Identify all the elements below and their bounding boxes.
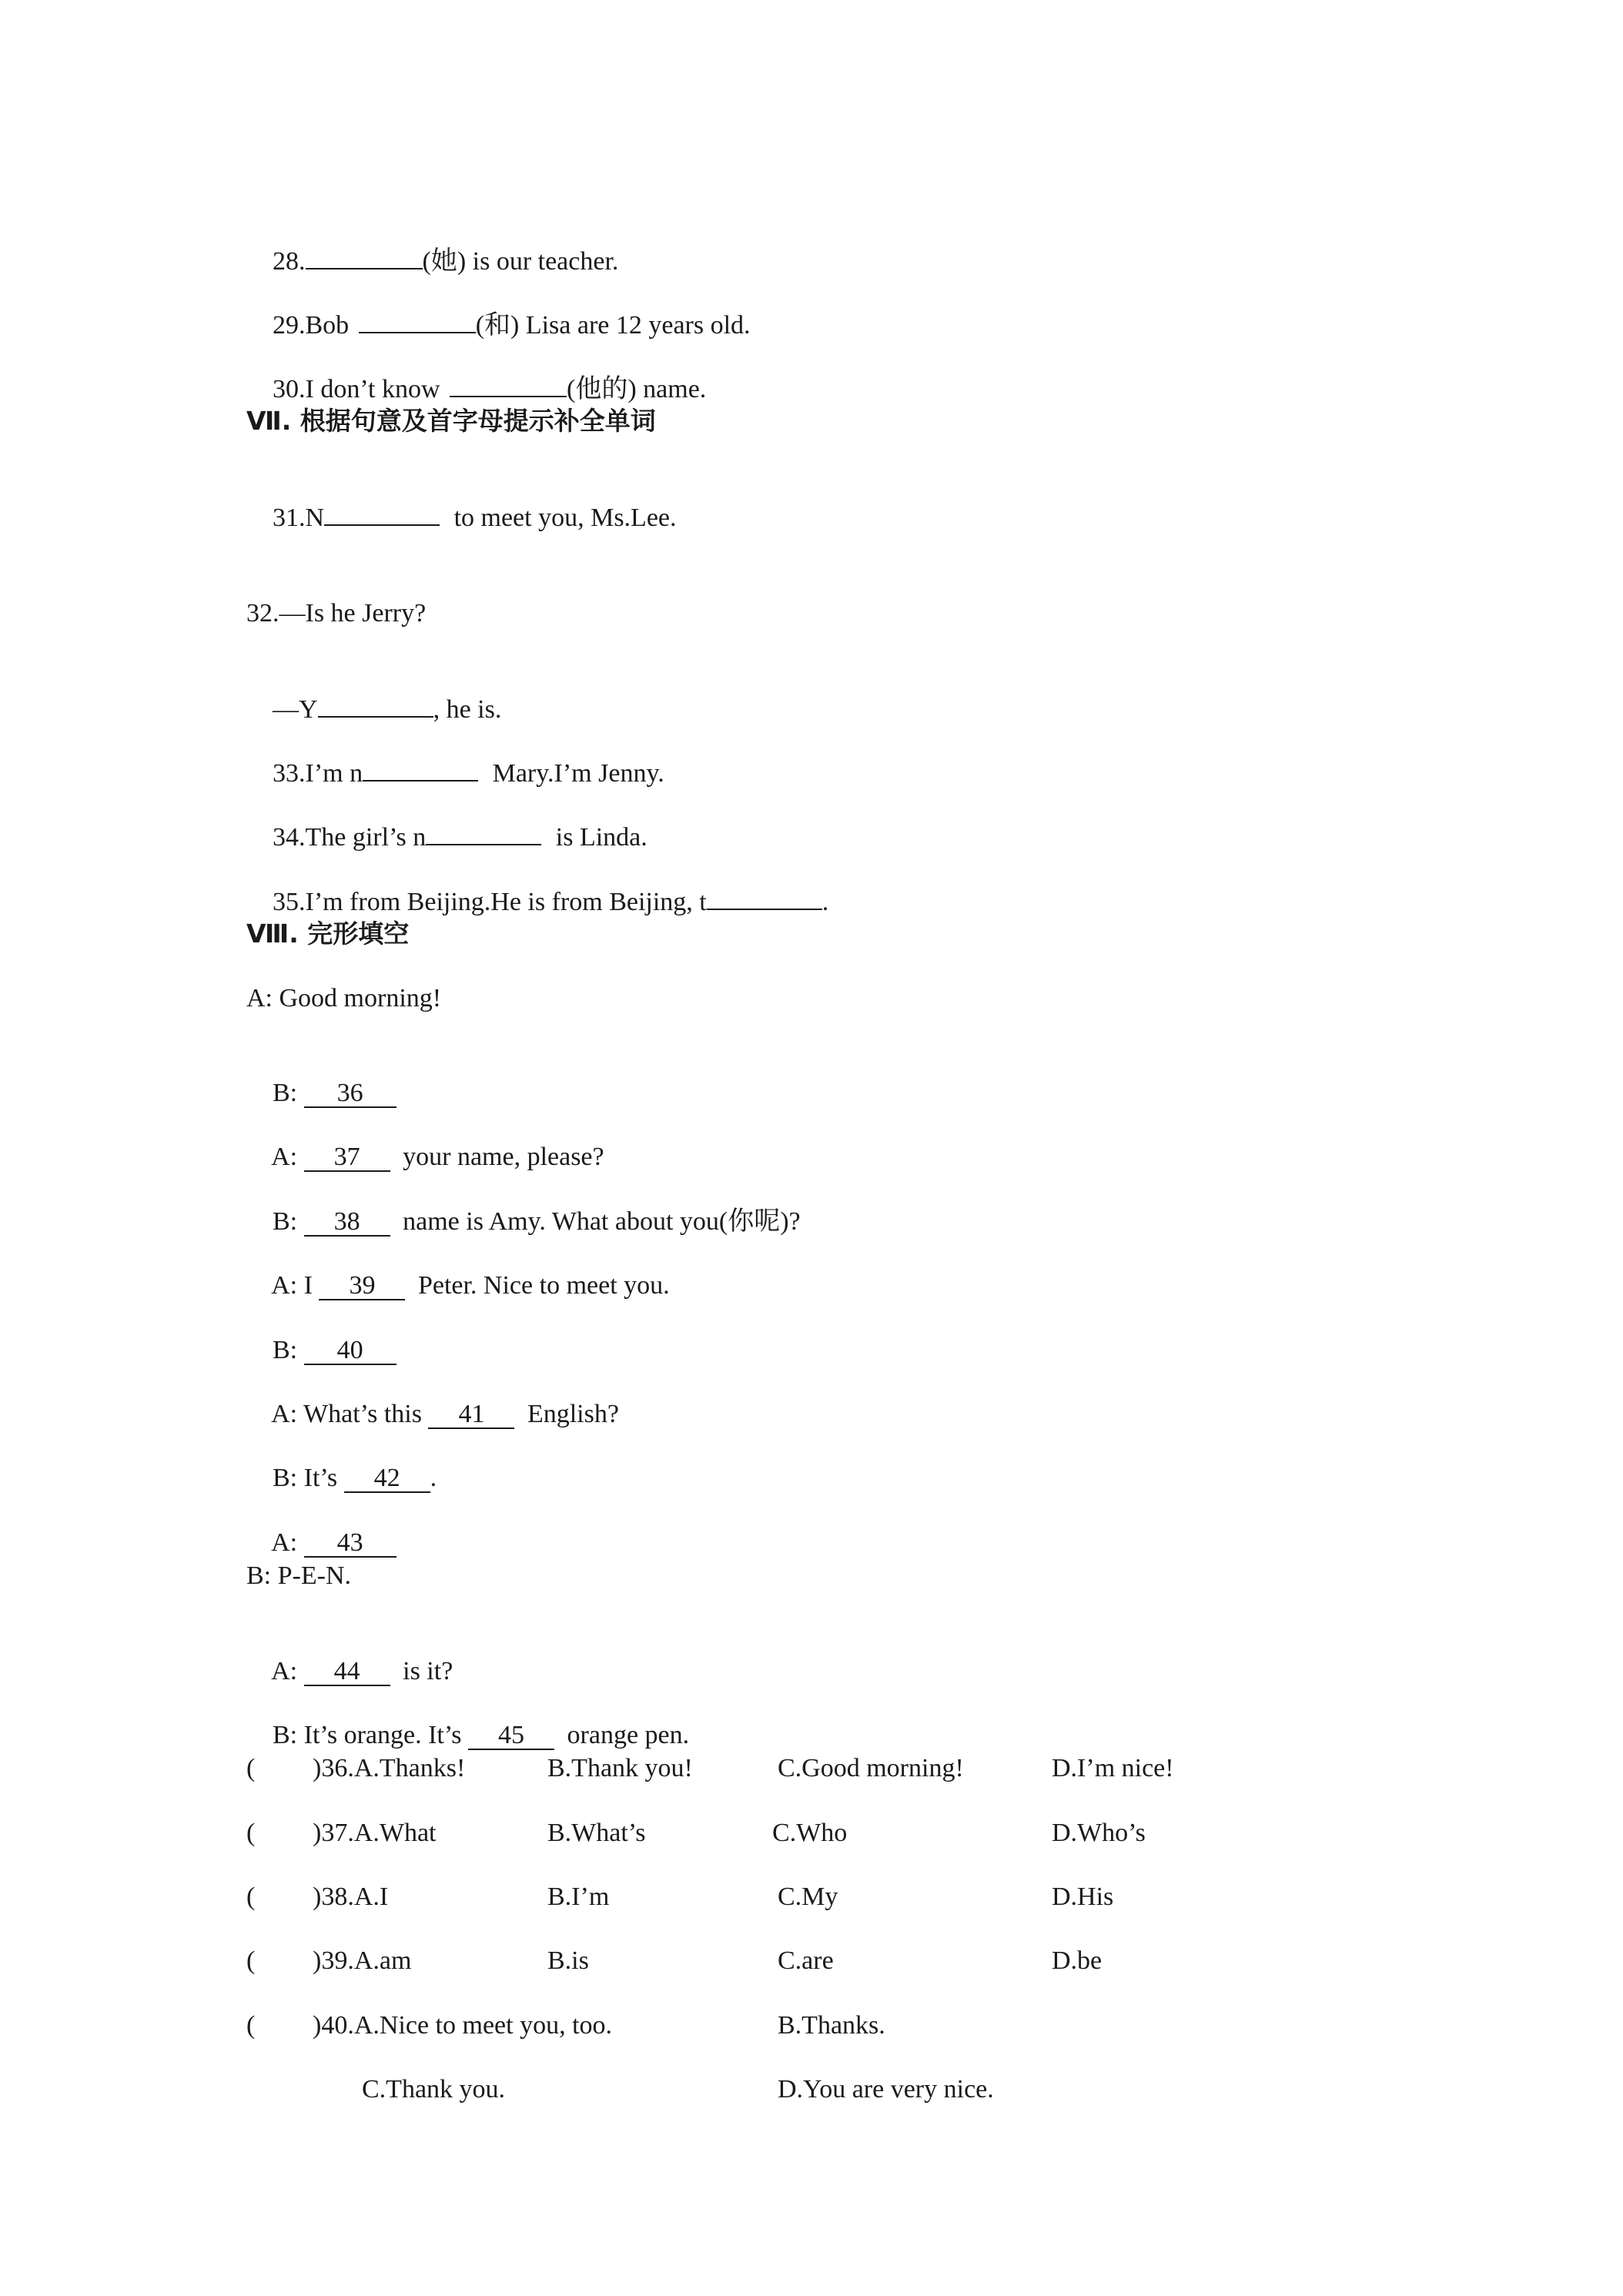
- question-text: 35.I’m from Beijing.He is from Beijing, t: [273, 888, 707, 916]
- option-a[interactable]: )40.A.Nice to meet you, too.: [313, 2011, 613, 2040]
- question-32: 32.—Is he Jerry?: [246, 599, 427, 628]
- dialogue-text: A: I: [271, 1271, 320, 1300]
- option-c[interactable]: C.are: [778, 1946, 834, 1975]
- option-paren: (: [246, 1754, 256, 1782]
- question-text: 33.I’m n: [273, 759, 363, 788]
- answer-blank[interactable]: [426, 821, 541, 845]
- dialogue-text: B:: [273, 1336, 304, 1364]
- answer-blank[interactable]: [450, 373, 567, 397]
- option-paren: (: [246, 1819, 256, 1847]
- cloze-blank-38[interactable]: 38: [304, 1209, 390, 1237]
- option-a[interactable]: )38.A.I: [313, 1883, 389, 1911]
- dialogue-text: A: What’s this: [271, 1400, 429, 1428]
- option-a[interactable]: )36.A.Thanks!: [313, 1754, 466, 1782]
- question-text: (她) is our teacher.: [422, 247, 619, 276]
- cloze-blank-44[interactable]: 44: [304, 1658, 390, 1686]
- answer-blank[interactable]: [363, 757, 478, 782]
- option-d[interactable]: D.You are very nice.: [778, 2075, 994, 2104]
- dialogue-text: English?: [520, 1400, 619, 1428]
- dialogue-line: A: Good morning!: [246, 984, 442, 1012]
- option-b[interactable]: B.I’m: [547, 1883, 610, 1911]
- option-d[interactable]: D.Who’s: [1052, 1819, 1146, 1847]
- cloze-blank-45[interactable]: 45: [468, 1722, 554, 1750]
- option-d[interactable]: D.be: [1052, 1946, 1103, 1975]
- option-b[interactable]: B.What’s: [547, 1819, 646, 1847]
- question-text: —Y: [273, 695, 318, 724]
- question-number: 28.: [273, 247, 306, 276]
- dialogue-text: Peter. Nice to meet you.: [411, 1271, 670, 1300]
- cloze-blank-40[interactable]: 40: [304, 1337, 397, 1365]
- dialogue-text: B:: [273, 1207, 304, 1236]
- question-31: [246, 470, 677, 564]
- option-paren: (: [246, 1946, 256, 1975]
- option-b[interactable]: B.Thanks.: [778, 2011, 885, 2040]
- cloze-blank-42[interactable]: 42: [344, 1465, 430, 1493]
- question-text: is Linda.: [549, 823, 648, 852]
- dialogue-text: .: [430, 1464, 437, 1492]
- dialogue-line: B: P-E-N.: [246, 1561, 351, 1590]
- option-d[interactable]: D.I’m nice!: [1052, 1754, 1174, 1782]
- answer-blank[interactable]: [324, 501, 440, 526]
- cloze-blank-43[interactable]: 43: [304, 1530, 397, 1558]
- dialogue-text: is it?: [396, 1657, 453, 1685]
- answer-blank[interactable]: [318, 693, 433, 718]
- answer-blank[interactable]: [306, 245, 423, 269]
- cloze-blank-37[interactable]: 37: [304, 1144, 390, 1172]
- section-8-title: Ⅷ. 完形填空: [246, 919, 410, 949]
- dialogue-text: A:: [271, 1657, 304, 1685]
- option-c[interactable]: C.Thank you.: [362, 2075, 506, 2104]
- dialogue-text: B: It’s orange. It’s: [273, 1721, 469, 1749]
- option-c[interactable]: C.My: [778, 1883, 838, 1911]
- option-a[interactable]: )39.A.am: [313, 1946, 412, 1975]
- option-a[interactable]: )37.A.What: [313, 1819, 437, 1847]
- question-text: Mary.I’m Jenny.: [486, 759, 664, 788]
- question-text: 34.The girl’s n: [273, 823, 427, 852]
- answer-blank[interactable]: [359, 309, 476, 333]
- question-text: (和) Lisa are 12 years old.: [475, 311, 751, 340]
- question-text: .: [822, 888, 829, 916]
- question-text: , he is.: [433, 695, 502, 724]
- answer-blank[interactable]: [707, 885, 822, 910]
- dialogue-text: B:: [273, 1079, 304, 1107]
- question-text: (他的) name.: [567, 375, 707, 403]
- option-paren: (: [246, 1883, 256, 1911]
- option-paren: (: [246, 2011, 256, 2040]
- dialogue-text: orange pen.: [561, 1721, 690, 1749]
- dialogue-text: A:: [271, 1528, 304, 1557]
- question-text: to meet you, Ms.Lee.: [447, 504, 677, 532]
- section-7-title: Ⅶ. 根据句意及首字母提示补全单词: [246, 406, 656, 436]
- option-b[interactable]: B.is: [547, 1946, 589, 1975]
- dialogue-text: name is Amy. What about you(你呢)?: [396, 1207, 801, 1236]
- cloze-blank-41[interactable]: 41: [428, 1401, 514, 1429]
- cloze-blank-39[interactable]: 39: [319, 1273, 405, 1300]
- cloze-blank-36[interactable]: 36: [304, 1080, 397, 1108]
- dialogue-text: your name, please?: [396, 1143, 604, 1171]
- dialogue-text: B: It’s: [273, 1464, 344, 1492]
- option-b[interactable]: B.Thank you!: [547, 1754, 693, 1782]
- option-d[interactable]: D.His: [1052, 1883, 1114, 1911]
- question-text: 31.N: [273, 504, 325, 532]
- question-text: 30.I don’t know: [273, 375, 447, 403]
- option-c[interactable]: C.Who: [772, 1819, 848, 1847]
- option-c[interactable]: C.Good morning!: [778, 1754, 964, 1782]
- dialogue-text: A:: [271, 1143, 304, 1171]
- question-text: 29.Bob: [273, 311, 356, 340]
